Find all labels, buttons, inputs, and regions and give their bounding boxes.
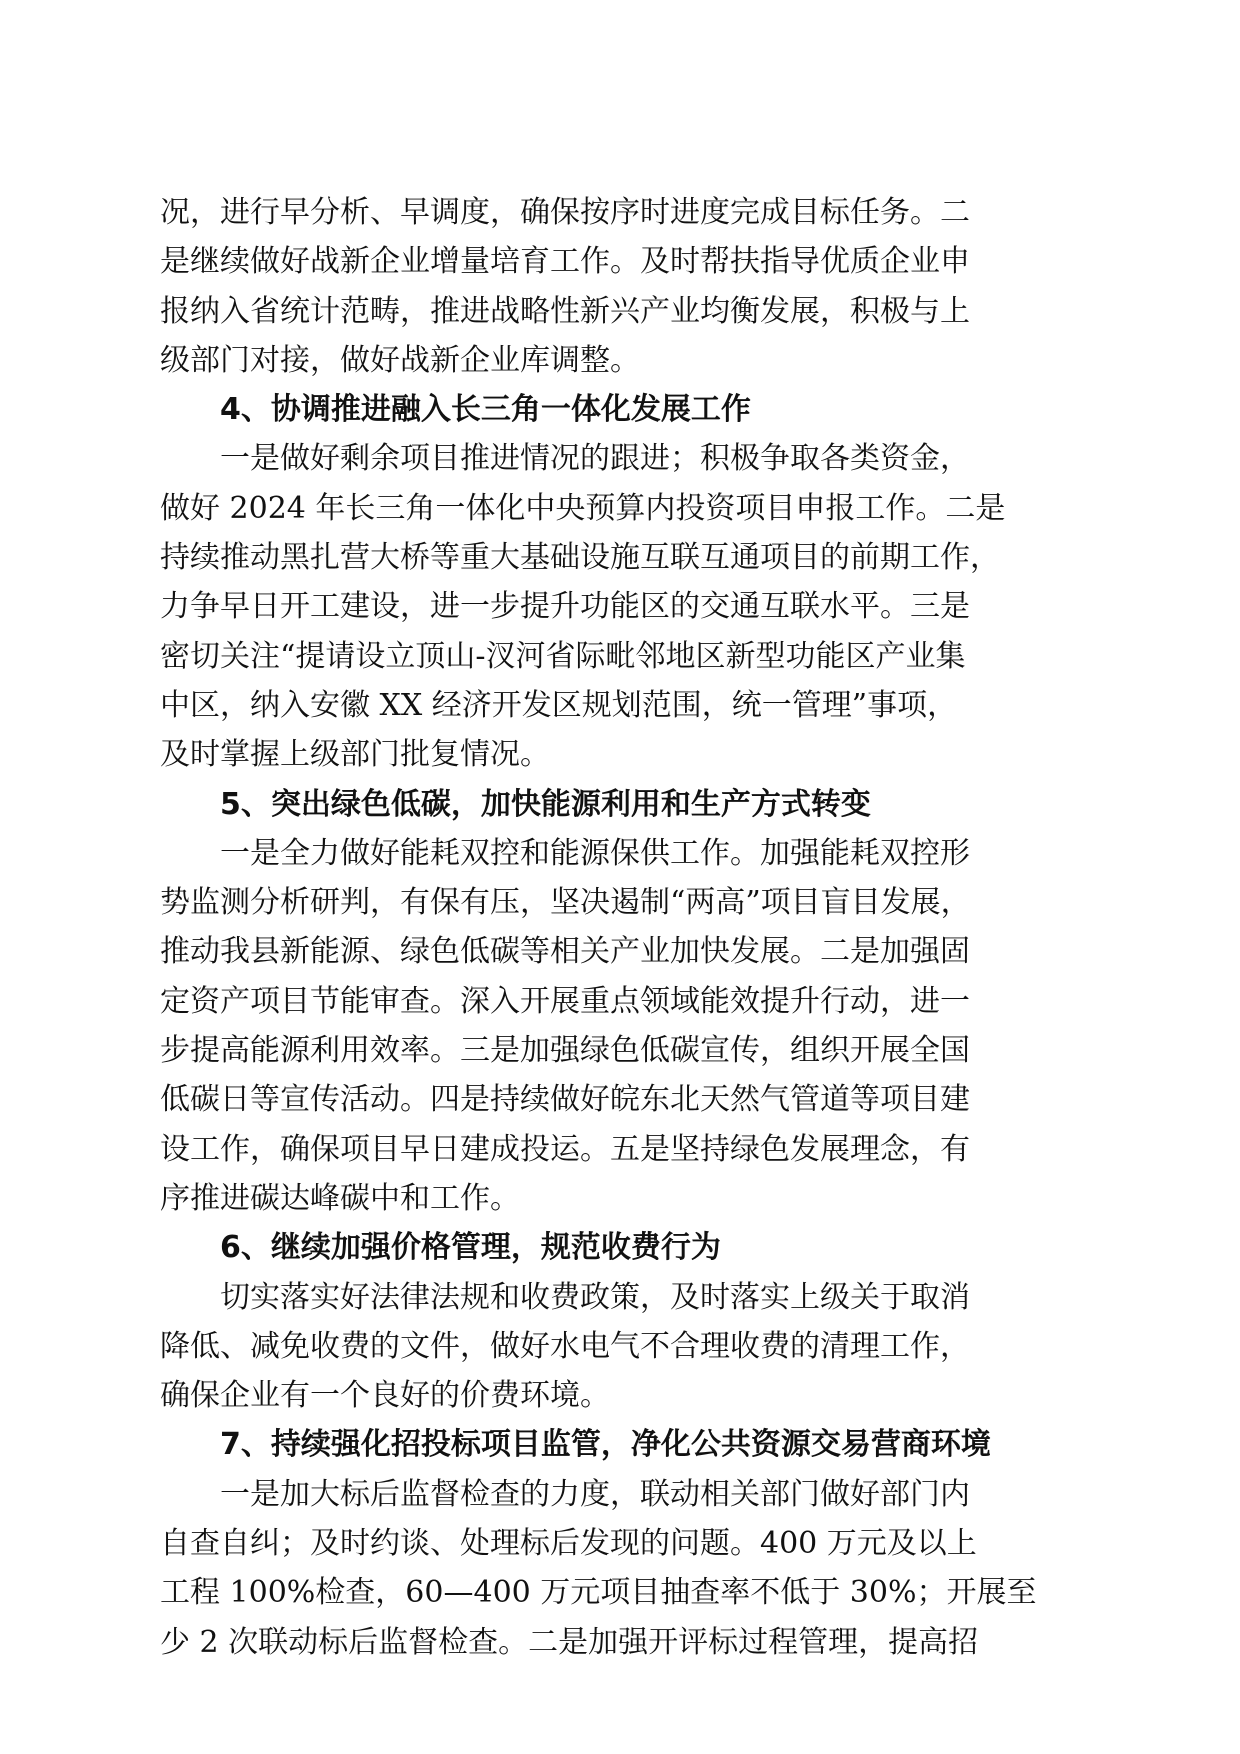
body-line: 一是做好剩余项目推进情况的跟进；积极争取各类资金， — [160, 441, 970, 477]
body-line: 做好 2024 年长三角一体化中央预算内投资项目申报工作。二是 — [160, 490, 1006, 526]
section-heading-6: 6、继续加强价格管理，规范收费行为 — [220, 1230, 721, 1266]
body-line: 少 2 次联动标后监督检查。二是加强开评标过程管理，提高招 — [160, 1624, 979, 1660]
body-line: 一是全力做好能耗双控和能源保供工作。加强能耗双控形 — [160, 835, 970, 871]
body-line: 报纳入省统计范畴，推进战略性新兴产业均衡发展，积极与上 — [160, 293, 970, 329]
body-line: 及时掌握上级部门批复情况。 — [160, 737, 550, 773]
body-line: 步提高能源利用效率。三是加强绿色低碳宣传，组织开展全国 — [160, 1033, 970, 1069]
body-line: 确保企业有一个良好的价费环境。 — [160, 1378, 610, 1414]
body-line: 持续推动黑扎营大桥等重大基础设施互联互通项目的前期工作， — [160, 540, 1000, 576]
body-line: 一是加大标后监督检查的力度，联动相关部门做好部门内 — [160, 1476, 970, 1512]
body-line: 密切关注“提请设立顶山-汊河省际毗邻地区新型功能区产业集 — [160, 638, 966, 674]
section-heading-7: 7、持续强化招投标项目监管，净化公共资源交易营商环境 — [220, 1427, 991, 1463]
body-line: 设工作，确保项目早日建成投运。五是坚持绿色发展理念，有 — [160, 1131, 970, 1167]
body-line: 力争早日开工建设，进一步提升功能区的交通互联水平。三是 — [160, 589, 970, 625]
body-line: 低碳日等宣传活动。四是持续做好皖东北天然气管道等项目建 — [160, 1082, 970, 1118]
document-page — [160, 188, 1080, 1667]
body-line: 推动我县新能源、绿色低碳等相关产业加快发展。二是加强固 — [160, 934, 970, 970]
body-line: 降低、减免收费的文件，做好水电气不合理收费的清理工作， — [160, 1328, 970, 1364]
body-line: 是继续做好战新企业增量培育工作。及时帮扶指导优质企业申 — [160, 244, 970, 280]
body-line: 序推进碳达峰碳中和工作。 — [160, 1180, 520, 1216]
section-heading-5: 5、突出绿色低碳，加快能源利用和生产方式转变 — [220, 786, 871, 822]
body-line: 工程 100%检查，60—400 万元项目抽查率不低于 30%；开展至 — [160, 1575, 1037, 1611]
body-line: 定资产项目节能审查。深入开展重点领域能效提升行动，进一 — [160, 983, 970, 1019]
body-line: 况，进行早分析、早调度，确保按序时进度完成目标任务。二 — [160, 195, 970, 230]
body-line: 自查自纠；及时约谈、处理标后发现的问题。400 万元及以上 — [160, 1526, 977, 1562]
section-heading-4: 4、协调推进融入长三角一体化发展工作 — [220, 392, 751, 428]
body-line: 级部门对接，做好战新企业库调整。 — [160, 342, 640, 378]
body-line: 切实落实好法律法规和收费政策，及时落实上级关于取消 — [160, 1279, 970, 1315]
body-line: 中区，纳入安徽 XX 经济开发区规划范围，统一管理”事项， — [160, 687, 958, 723]
body-line: 势监测分析研判，有保有压，坚决遏制“两高”项目盲目发展， — [160, 885, 971, 921]
